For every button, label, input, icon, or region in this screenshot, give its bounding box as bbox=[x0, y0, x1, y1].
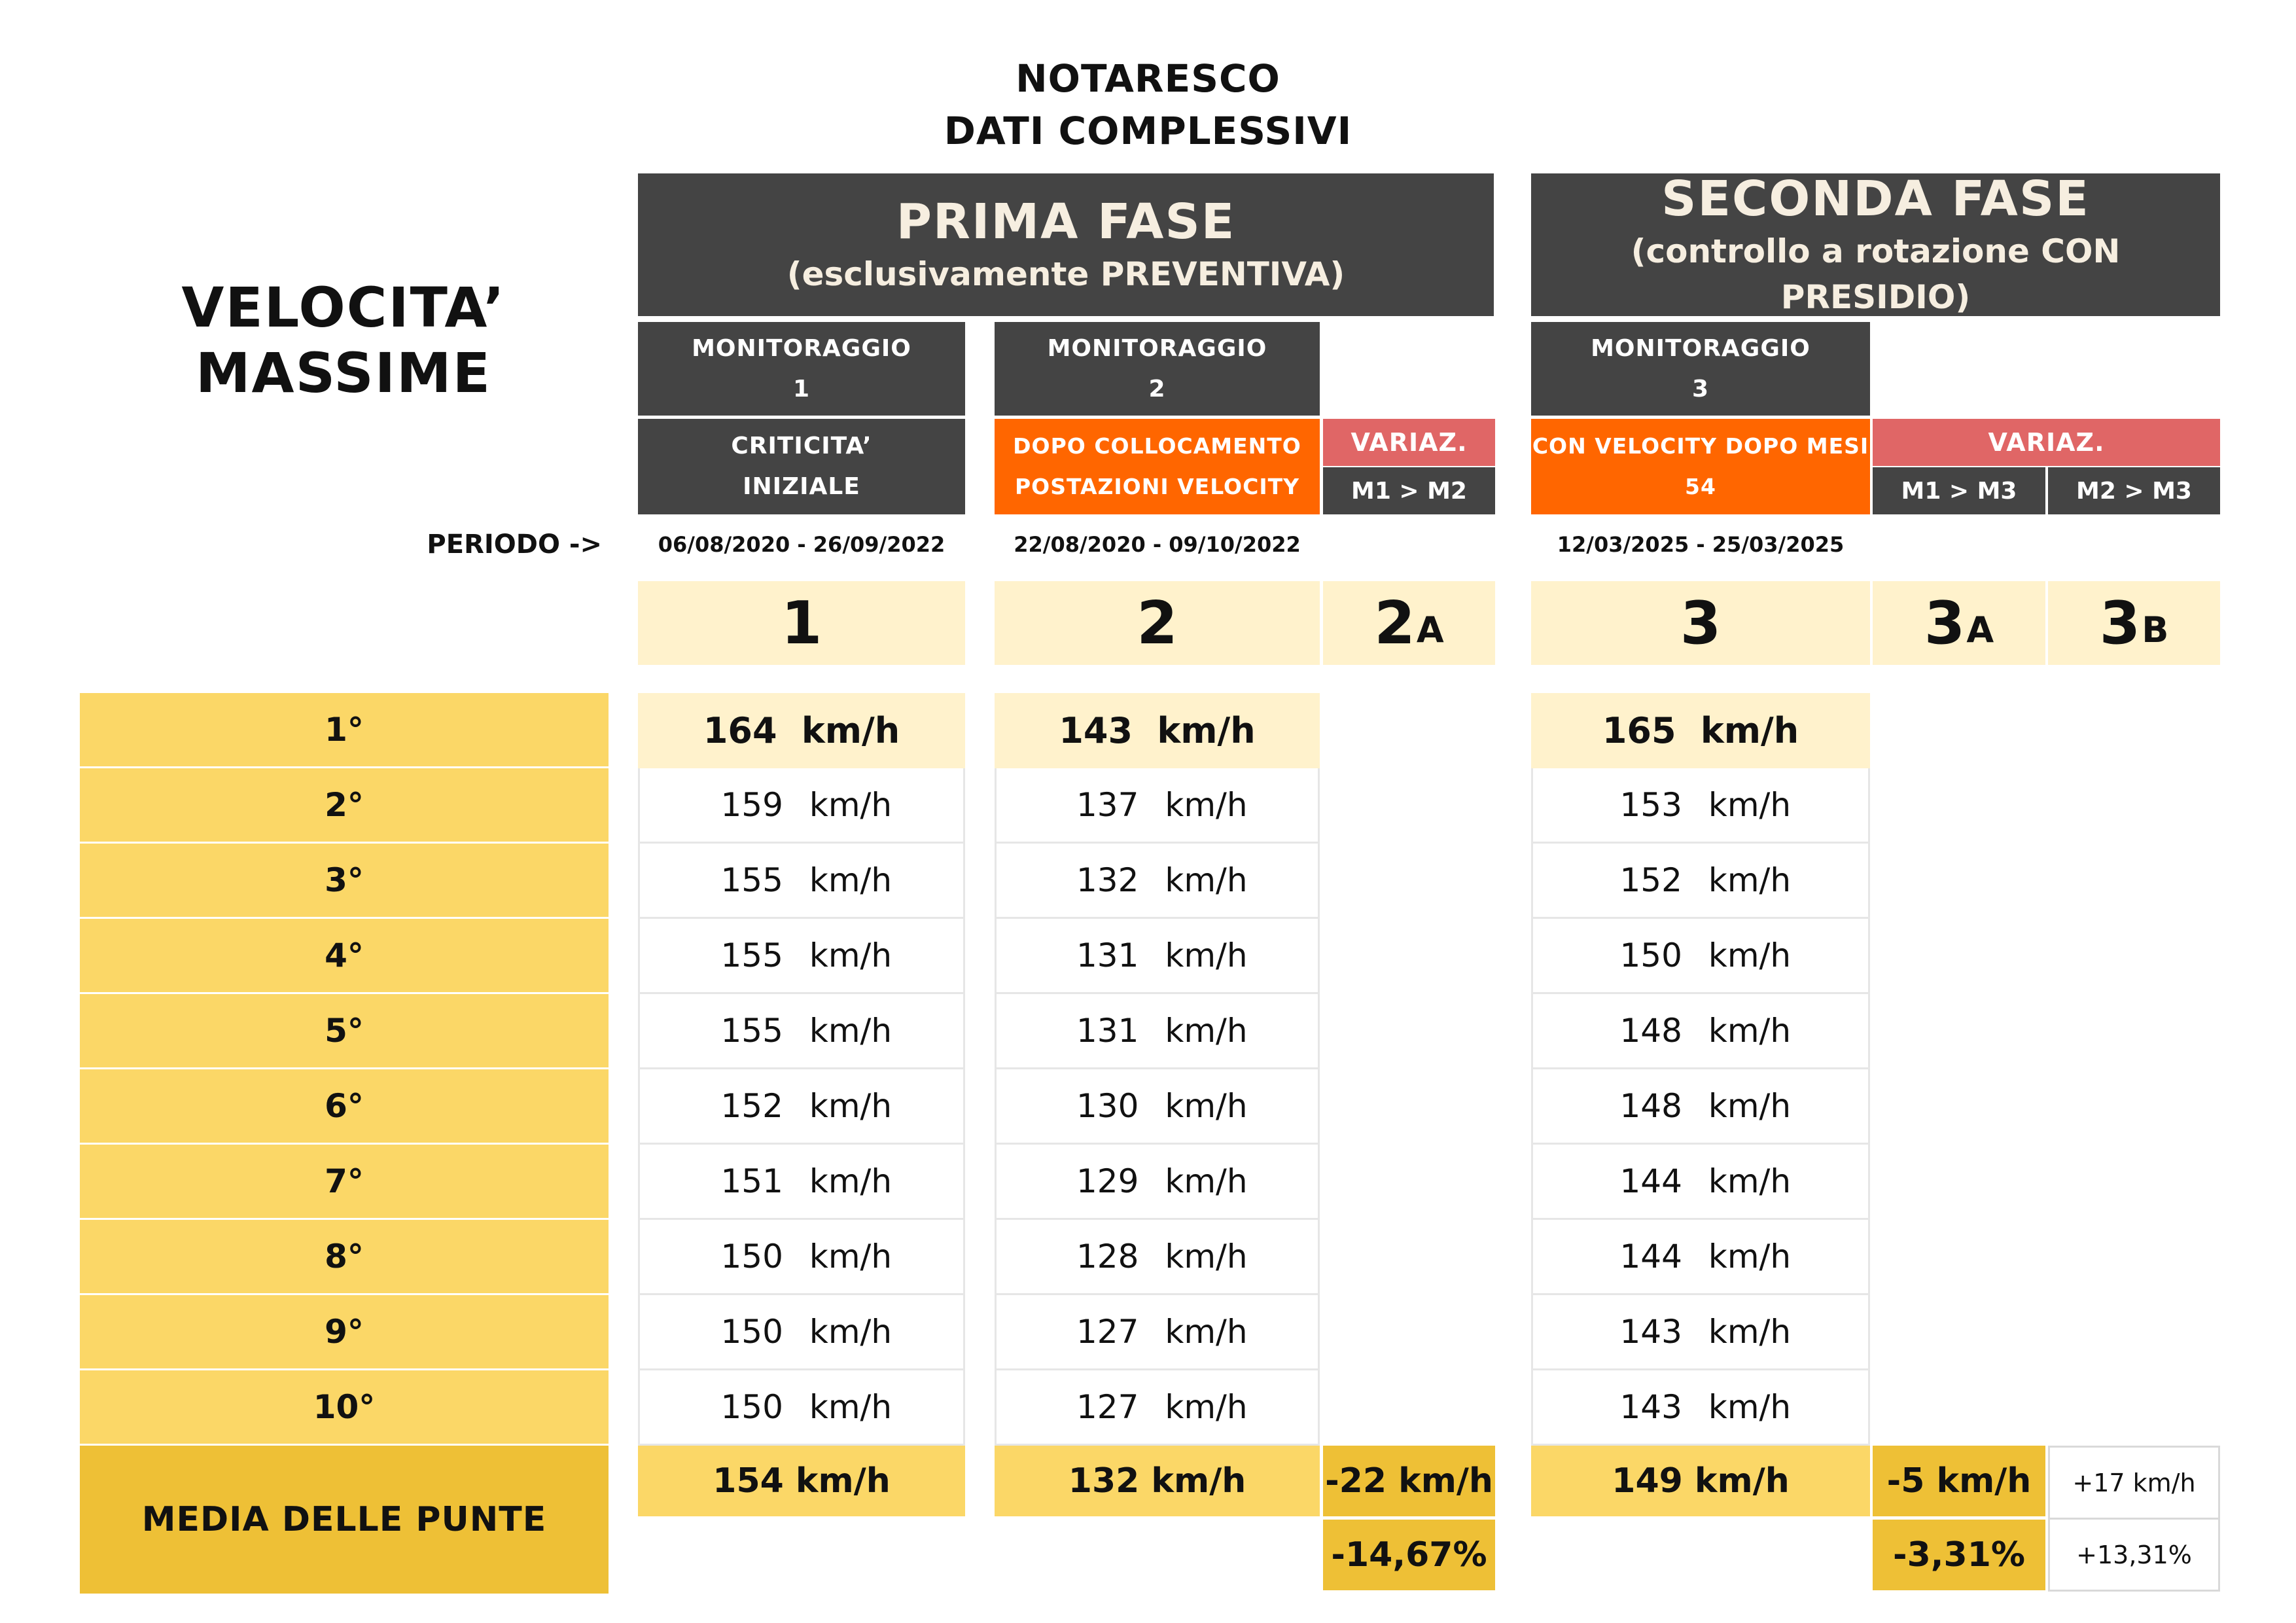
m3-desc-line1: CON VELOCITY DOPO MESI bbox=[1532, 433, 1869, 459]
m1-value-2 bbox=[638, 768, 965, 844]
m3-value-10-num: 143 bbox=[1619, 1388, 1682, 1426]
m2-value-7-num: 129 bbox=[1076, 1162, 1139, 1200]
document-title-line1: NOTARESCO bbox=[1016, 56, 1280, 101]
unit: km/h bbox=[1708, 1162, 1792, 1200]
rank-4: 4° bbox=[80, 919, 609, 994]
m3-value-2 bbox=[1531, 768, 1870, 844]
m2-desc-line2: POSTAZIONI VELOCITY bbox=[1014, 474, 1300, 499]
m2-value-7 bbox=[995, 1145, 1320, 1220]
left-title-line1: VELOCITA’ bbox=[181, 276, 506, 340]
col-number-2a-main: 2 bbox=[1374, 588, 1415, 658]
monitoraggio-2-label: MONITORAGGIO bbox=[1047, 334, 1267, 362]
m1-value-3 bbox=[638, 844, 965, 919]
m2-desc-line1: DOPO COLLOCAMENTO bbox=[1013, 433, 1301, 459]
phase-header-prima bbox=[638, 173, 1494, 316]
unit: km/h bbox=[1165, 861, 1248, 899]
m2-value-6 bbox=[995, 1069, 1320, 1145]
m1-period: 06/08/2020 - 26/09/2022 bbox=[658, 532, 945, 557]
unit: km/h bbox=[1708, 1012, 1792, 1050]
unit: km/h bbox=[809, 1162, 892, 1200]
unit: km/h bbox=[809, 1012, 892, 1050]
m1-value-8 bbox=[638, 1220, 965, 1295]
monitoraggio-1-num: 1 bbox=[792, 375, 811, 402]
phase-prima-sub: (esclusivamente PREVENTIVA) bbox=[786, 255, 1345, 293]
unit: km/h bbox=[809, 1388, 892, 1426]
m2-value-10-num: 127 bbox=[1076, 1388, 1139, 1426]
document-title-line2: DATI COMPLESSIVI bbox=[944, 109, 1352, 153]
rank-10: 10° bbox=[80, 1370, 609, 1446]
m3-value-1-num: 165 bbox=[1602, 710, 1676, 751]
unit: km/h bbox=[1708, 786, 1792, 824]
m3-value-5 bbox=[1531, 994, 1870, 1069]
col-number-3a-sub: A bbox=[1966, 609, 1994, 651]
unit: km/h bbox=[1700, 710, 1799, 751]
m3-value-6-num: 148 bbox=[1619, 1087, 1682, 1125]
unit: km/h bbox=[1165, 1388, 1248, 1426]
media-variaz-m2-m3-pct: +13,31% bbox=[2048, 1518, 2220, 1592]
m1-description bbox=[638, 419, 965, 514]
variaz-m3-header: VARIAZ. bbox=[1873, 419, 2220, 466]
unit: km/h bbox=[1157, 710, 1256, 751]
m3-value-4 bbox=[1531, 919, 1870, 994]
m3-period: 12/03/2025 - 25/03/2025 bbox=[1557, 532, 1845, 557]
m1-value-9 bbox=[638, 1295, 965, 1370]
variaz-m1-m2-label: M1 > M2 bbox=[1323, 467, 1495, 514]
m3-desc-line2: 54 bbox=[1685, 474, 1716, 499]
m2-value-3 bbox=[995, 844, 1320, 919]
left-title-line2: MASSIME bbox=[195, 341, 492, 405]
m3-value-3-num: 152 bbox=[1619, 861, 1682, 899]
unit: km/h bbox=[809, 936, 892, 974]
m1-value-5 bbox=[638, 994, 965, 1069]
m1-value-9-num: 150 bbox=[720, 1313, 783, 1351]
m3-value-9-num: 143 bbox=[1619, 1313, 1682, 1351]
m1-value-4 bbox=[638, 919, 965, 994]
monitoraggio-1-label: MONITORAGGIO bbox=[692, 334, 911, 362]
rank-8: 8° bbox=[80, 1220, 609, 1295]
m2-period: 22/08/2020 - 09/10/2022 bbox=[1014, 532, 1301, 557]
unit: km/h bbox=[809, 786, 892, 824]
media-variaz-m1-m2-pct: -14,67% bbox=[1323, 1520, 1495, 1590]
m3-value-5-num: 148 bbox=[1619, 1012, 1682, 1050]
m2-value-2-num: 137 bbox=[1076, 786, 1139, 824]
m2-value-6-num: 130 bbox=[1076, 1087, 1139, 1125]
m1-value-5-num: 155 bbox=[720, 1012, 783, 1050]
velocita-massime-title bbox=[79, 275, 609, 406]
m2-value-5-num: 131 bbox=[1076, 1012, 1139, 1050]
variaz-m1-m3-label: M1 > M3 bbox=[1873, 467, 2045, 514]
unit: km/h bbox=[1165, 1238, 1248, 1275]
col-number-3-text: 3 bbox=[1680, 588, 1722, 658]
media-m2: 132 km/h bbox=[995, 1446, 1320, 1516]
media-variaz-m1-m2-abs: -22 km/h bbox=[1323, 1446, 1495, 1516]
phase-prima-name: PRIMA FASE bbox=[896, 194, 1236, 250]
m3-value-7-num: 144 bbox=[1619, 1162, 1682, 1200]
unit: km/h bbox=[1708, 1388, 1792, 1426]
m1-value-10 bbox=[638, 1370, 965, 1446]
m2-value-8 bbox=[995, 1220, 1320, 1295]
media-variaz-m1-m3-abs: -5 km/h bbox=[1873, 1446, 2045, 1516]
col-number-2a bbox=[1323, 581, 1495, 665]
m2-value-4 bbox=[995, 919, 1320, 994]
variaz-m2-header: VARIAZ. bbox=[1323, 419, 1495, 466]
m2-value-5 bbox=[995, 994, 1320, 1069]
unit: km/h bbox=[809, 1238, 892, 1275]
media-delle-punte-label: MEDIA DELLE PUNTE bbox=[80, 1446, 609, 1594]
m1-value-7-num: 151 bbox=[720, 1162, 783, 1200]
m2-value-1 bbox=[995, 693, 1320, 768]
m1-value-1-num: 164 bbox=[703, 710, 777, 751]
monitoraggio-2-num: 2 bbox=[1148, 375, 1166, 402]
monitoraggio-3-num: 3 bbox=[1691, 375, 1710, 402]
media-m1: 154 km/h bbox=[638, 1446, 965, 1516]
col-number-3a bbox=[1873, 581, 2045, 665]
m1-value-3-num: 155 bbox=[720, 861, 783, 899]
rank-9: 9° bbox=[80, 1295, 609, 1370]
m2-value-1-num: 143 bbox=[1059, 710, 1133, 751]
unit: km/h bbox=[809, 1313, 892, 1351]
periodo-label: PERIODO -> bbox=[427, 529, 602, 560]
m3-value-10 bbox=[1531, 1370, 1870, 1446]
col-number-2-text: 2 bbox=[1137, 588, 1178, 658]
m2-value-4-num: 131 bbox=[1076, 936, 1139, 974]
rank-7: 7° bbox=[80, 1145, 609, 1220]
monitoraggio-3-header bbox=[1531, 322, 1870, 416]
m3-description bbox=[1531, 419, 1870, 514]
media-variaz-m2-m3-abs: +17 km/h bbox=[2048, 1446, 2220, 1520]
unit: km/h bbox=[1165, 786, 1248, 824]
unit: km/h bbox=[1165, 936, 1248, 974]
unit: km/h bbox=[809, 1087, 892, 1125]
unit: km/h bbox=[1165, 1162, 1248, 1200]
m2-value-9-num: 127 bbox=[1076, 1313, 1139, 1351]
rank-2: 2° bbox=[80, 768, 609, 844]
m3-value-9 bbox=[1531, 1295, 1870, 1370]
m1-desc-line2: INIZIALE bbox=[743, 473, 860, 500]
m3-value-4-num: 150 bbox=[1619, 936, 1682, 974]
unit: km/h bbox=[1708, 1238, 1792, 1275]
m3-value-6 bbox=[1531, 1069, 1870, 1145]
media-m3: 149 km/h bbox=[1531, 1446, 1870, 1516]
m1-value-4-num: 155 bbox=[720, 936, 783, 974]
col-number-3b-sub: B bbox=[2142, 609, 2169, 651]
media-variaz-m1-m3-pct: -3,31% bbox=[1873, 1520, 2045, 1590]
unit: km/h bbox=[1708, 861, 1792, 899]
monitoraggio-2-header bbox=[995, 322, 1320, 416]
m1-value-8-num: 150 bbox=[720, 1238, 783, 1275]
m2-value-10 bbox=[995, 1370, 1320, 1446]
document-title bbox=[785, 52, 1511, 157]
col-number-1-text: 1 bbox=[781, 588, 822, 658]
m3-value-3 bbox=[1531, 844, 1870, 919]
monitoraggio-1-header bbox=[638, 322, 965, 416]
col-number-1 bbox=[638, 581, 965, 665]
m3-value-7 bbox=[1531, 1145, 1870, 1220]
col-number-3a-main: 3 bbox=[1924, 588, 1966, 658]
col-number-2a-sub: A bbox=[1416, 609, 1444, 651]
rank-3: 3° bbox=[80, 844, 609, 919]
col-number-3 bbox=[1531, 581, 1870, 665]
unit: km/h bbox=[1165, 1012, 1248, 1050]
m1-value-2-num: 159 bbox=[720, 786, 783, 824]
phase-header-seconda bbox=[1531, 173, 2220, 316]
m1-value-10-num: 150 bbox=[720, 1388, 783, 1426]
m1-value-7 bbox=[638, 1145, 965, 1220]
variaz-m2-m3-label: M2 > M3 bbox=[2048, 467, 2220, 514]
monitoraggio-3-label: MONITORAGGIO bbox=[1591, 334, 1810, 362]
m1-value-1 bbox=[638, 693, 965, 768]
col-number-3b-main: 3 bbox=[2099, 588, 2141, 658]
rank-1: 1° bbox=[80, 693, 609, 768]
m3-value-1 bbox=[1531, 693, 1870, 768]
m1-desc-line1: CRITICITA’ bbox=[731, 433, 872, 459]
m3-value-8 bbox=[1531, 1220, 1870, 1295]
m1-value-6 bbox=[638, 1069, 965, 1145]
m2-description bbox=[995, 419, 1320, 514]
unit: km/h bbox=[801, 710, 900, 751]
m3-value-2-num: 153 bbox=[1619, 786, 1682, 824]
col-number-2 bbox=[995, 581, 1320, 665]
unit: km/h bbox=[1708, 936, 1792, 974]
m2-value-3-num: 132 bbox=[1076, 861, 1139, 899]
m2-value-2 bbox=[995, 768, 1320, 844]
m1-value-6-num: 152 bbox=[720, 1087, 783, 1125]
phase-seconda-sub: (controllo a rotazione CON PRESIDIO) bbox=[1631, 232, 2121, 316]
phase-seconda-name: SECONDA FASE bbox=[1661, 171, 2090, 227]
m2-value-9 bbox=[995, 1295, 1320, 1370]
rank-6: 6° bbox=[80, 1069, 609, 1145]
m3-value-8-num: 144 bbox=[1619, 1238, 1682, 1275]
unit: km/h bbox=[1165, 1313, 1248, 1351]
rank-5: 5° bbox=[80, 994, 609, 1069]
unit: km/h bbox=[1708, 1087, 1792, 1125]
unit: km/h bbox=[809, 861, 892, 899]
unit: km/h bbox=[1708, 1313, 1792, 1351]
m2-value-8-num: 128 bbox=[1076, 1238, 1139, 1275]
col-number-3b bbox=[2048, 581, 2220, 665]
unit: km/h bbox=[1165, 1087, 1248, 1125]
